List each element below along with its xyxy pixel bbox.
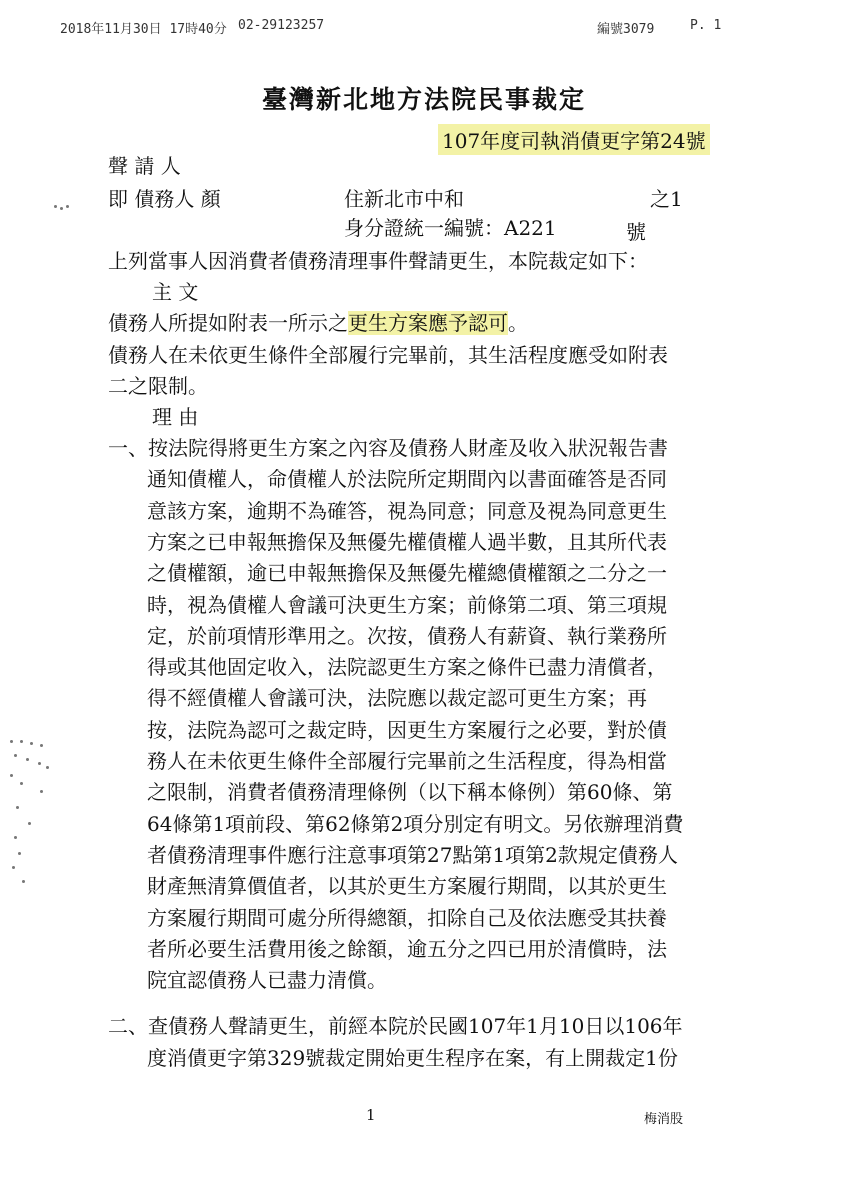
reason-line: 按，法院為認可之裁定時，因更生方案履行之必要，對於債 bbox=[147, 717, 667, 742]
main-line-1-pre: 債務人所提如附表一所示之 bbox=[108, 311, 348, 335]
reason-line: 之債權額，逾已申報無擔保及無優先權總債權額之二分之一 bbox=[147, 561, 667, 586]
main-heading: 主 文 bbox=[152, 280, 199, 304]
fax-datetime: 2018年11月30日 17時40分 bbox=[60, 22, 227, 37]
reason-line: 度消債更字第329號裁定開始更生程序在案，有上開裁定1份 bbox=[147, 1045, 678, 1070]
document-title: 臺灣新北地方法院民事裁定 bbox=[261, 85, 586, 114]
debtor-id-suffix: 號 bbox=[626, 220, 646, 244]
reason-line: 64條第1項前段、第62條第2項分別定有明文。另依辦理消費 bbox=[147, 811, 684, 836]
fax-phone: 02-29123257 bbox=[238, 18, 325, 33]
reason-line: 一、按法院得將更生方案之內容及債務人財產及收入狀況報告書 bbox=[108, 436, 668, 460]
main-line-1-post: 。 bbox=[508, 311, 528, 335]
reason-line: 方案之已申報無擔保及無優先權債權人過半數，且其所代表 bbox=[147, 529, 667, 554]
reason-line: 院宜認債務人已盡力清償。 bbox=[147, 968, 387, 993]
main-line-1 bbox=[108, 309, 528, 337]
main-line-3: 二之限制。 bbox=[108, 374, 208, 398]
reason-line: 得不經債權人會議可決，法院應以裁定認可更生方案；再 bbox=[147, 686, 647, 711]
reason-line: 得或其他固定收入，法院認更生方案之條件已盡力清償者， bbox=[147, 655, 667, 680]
page-number: 1 bbox=[366, 1106, 376, 1124]
reason-line: 務人在未依更生條件全部履行完畢前之生活程度，得為相當 bbox=[147, 749, 667, 773]
main-line-1-highlight: 更生方案應予認可 bbox=[348, 311, 508, 335]
fax-serial: 編號3079 bbox=[597, 22, 655, 37]
case-number: 107年度司執消債更字第24號 bbox=[438, 124, 710, 155]
petitioner-label: 聲 請 人 bbox=[108, 154, 181, 178]
debtor-label: 即 債務人 顏 bbox=[108, 187, 221, 211]
main-line-2: 債務人在未依更生條件全部履行完畢前，其生活程度應受如附表 bbox=[108, 343, 668, 367]
reason-line: 者所必要生活費用後之餘額，逾五分之四已用於清償時，法 bbox=[147, 936, 667, 961]
reason-heading: 理 由 bbox=[152, 405, 199, 429]
reason-line: 通知債權人，命債權人於法院所定期間內以書面確答是否同 bbox=[147, 467, 667, 492]
reason-line: 方案履行期間可處分所得總額，扣除自己及依法應受其扶養 bbox=[147, 905, 667, 930]
debtor-id: 身分證統一編號：A221 bbox=[344, 216, 557, 240]
debtor-address: 住新北市中和 bbox=[344, 187, 464, 211]
reason-line: 二、查債務人聲請更生，前經本院於民國107年1月10日以106年 bbox=[108, 1014, 683, 1039]
reason-line: 財產無清算價值者，以其於更生方案履行期間，以其於更生 bbox=[147, 874, 667, 899]
debtor-address-suffix: 之1 bbox=[650, 187, 683, 211]
fax-page: P. 1 bbox=[690, 18, 722, 33]
preamble: 上列當事人因消費者債務清理事件聲請更生，本院裁定如下： bbox=[108, 249, 648, 273]
reason-line: 定，於前項情形準用之。次按，債務人有薪資、執行業務所 bbox=[147, 623, 667, 648]
reason-line: 意該方案，逾期不為確答，視為同意；同意及視為同意更生 bbox=[147, 498, 667, 523]
reason-line: 者債務清理事件應行注意事項第27點第1項第2款規定債務人 bbox=[147, 842, 678, 867]
fax-header bbox=[0, 18, 848, 40]
reason-line: 之限制，消費者債務清理條例（以下稱本條例）第60條、第 bbox=[147, 780, 673, 805]
reason-line: 時，視為債權人會議可決更生方案；前條第二項、第三項規 bbox=[147, 592, 667, 617]
court-unit: 梅消股 bbox=[644, 1112, 684, 1127]
